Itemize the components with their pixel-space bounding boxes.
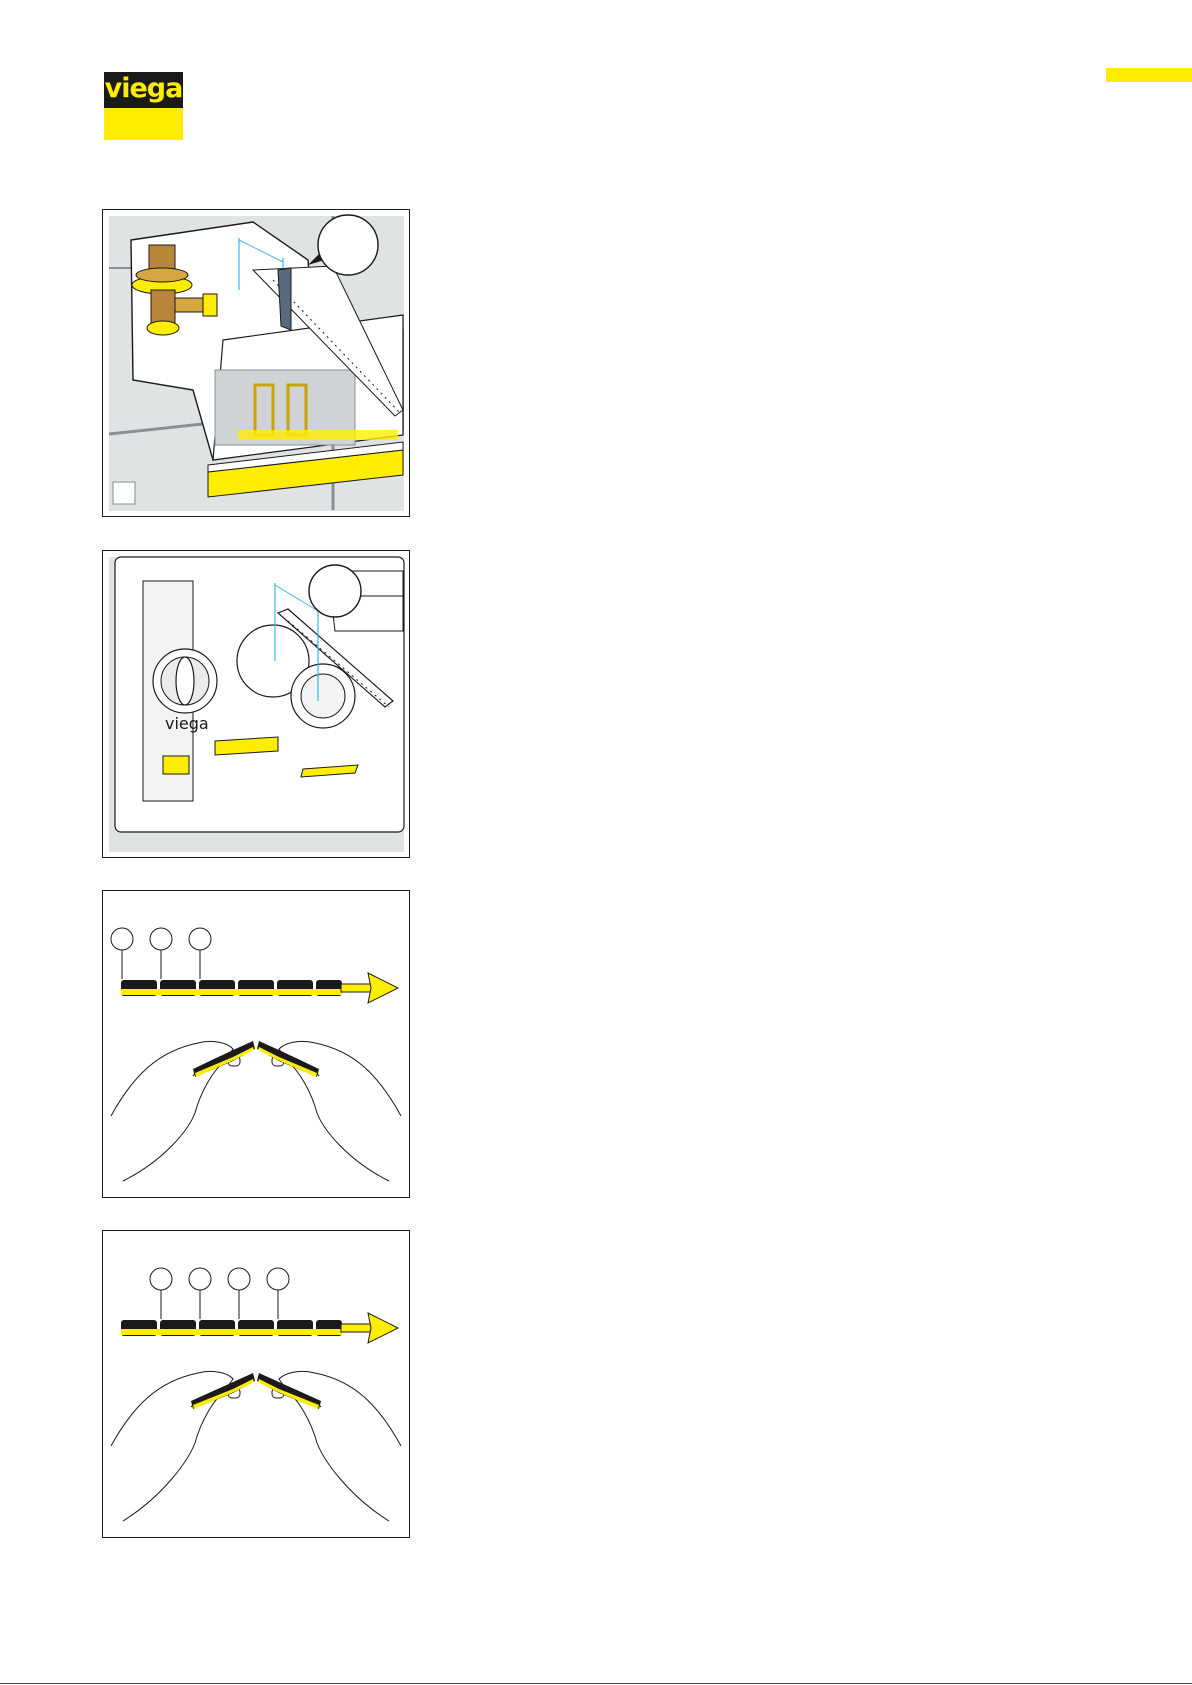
rod-break-illustration-a	[103, 891, 409, 1197]
figure-2	[102, 550, 410, 858]
yellow-corner-tab	[1106, 68, 1192, 82]
figure-1	[102, 209, 410, 517]
figure-4	[102, 1230, 410, 1538]
flush-valve-illustration	[103, 210, 409, 516]
page-bottom-rule	[0, 1683, 1192, 1684]
logo-black-band	[104, 72, 183, 108]
viega-logo	[104, 72, 183, 139]
figure-3	[102, 890, 410, 1198]
logo-wordmark: viega	[104, 73, 183, 104]
logo-yellow-band	[104, 108, 183, 140]
rod-break-illustration-b	[103, 1231, 409, 1537]
cistern-illustration	[103, 551, 409, 857]
svg-text:viega: viega	[165, 714, 209, 733]
